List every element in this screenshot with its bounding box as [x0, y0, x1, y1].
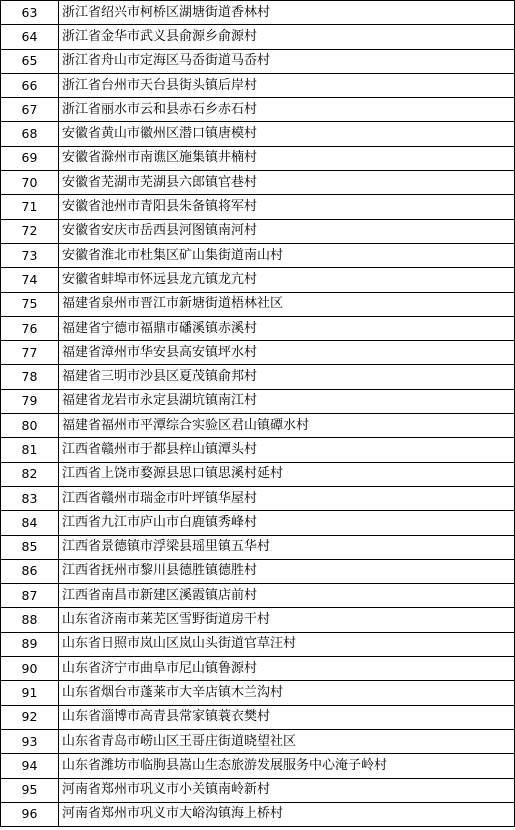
row-number-cell: 84 [1, 511, 59, 535]
row-number-cell: 80 [1, 414, 59, 438]
village-name-cell: 山东省潍坊市临朐县嵩山生态旅游发展服务中心淹子岭村 [59, 754, 515, 778]
village-name-cell: 江西省九江市庐山市白鹿镇秀峰村 [59, 511, 515, 535]
table-body [1, 1, 515, 827]
table-row [1, 122, 515, 146]
village-name-cell: 山东省淄博市高青县常家镇蓑衣樊村 [59, 705, 515, 729]
row-number-cell: 86 [1, 559, 59, 583]
table-row [1, 25, 515, 49]
village-name-cell: 河南省郑州市巩义市大峪沟镇海上桥村 [59, 802, 515, 826]
village-name-cell: 浙江省舟山市定海区马岙街道马岙村 [59, 49, 515, 73]
village-name-cell: 江西省赣州市瑞金市叶坪镇华屋村 [59, 486, 515, 510]
table-row [1, 292, 515, 316]
table-row [1, 511, 515, 535]
village-name-cell: 山东省济宁市曲阜市尼山镇鲁源村 [59, 657, 515, 681]
table-row [1, 268, 515, 292]
table-row [1, 535, 515, 559]
village-name-cell: 安徽省蚌埠市怀远县龙亢镇龙亢村 [59, 268, 515, 292]
table-row [1, 146, 515, 170]
village-name-cell: 福建省宁德市福鼎市磻溪镇赤溪村 [59, 316, 515, 340]
village-name-cell: 福建省龙岩市永定县湖坑镇南江村 [59, 389, 515, 413]
table-row [1, 559, 515, 583]
village-name-cell: 福建省福州市平潭综合实验区君山镇磹水村 [59, 414, 515, 438]
row-number-cell: 88 [1, 608, 59, 632]
table-row [1, 608, 515, 632]
table-row [1, 681, 515, 705]
row-number-cell: 64 [1, 25, 59, 49]
row-number-cell: 76 [1, 316, 59, 340]
village-name-cell: 山东省日照市岚山区岚山头街道官草汪村 [59, 632, 515, 656]
village-name-cell: 福建省三明市沙县区夏茂镇俞邦村 [59, 365, 515, 389]
table-row [1, 584, 515, 608]
village-name-cell: 安徽省安庆市岳西县河图镇南河村 [59, 219, 515, 243]
row-number-cell: 96 [1, 802, 59, 826]
village-name-cell: 福建省漳州市华安县高安镇坪水村 [59, 341, 515, 365]
village-name-cell: 江西省赣州市于都县梓山镇潭头村 [59, 438, 515, 462]
table-row [1, 438, 515, 462]
row-number-cell: 79 [1, 389, 59, 413]
table-row [1, 171, 515, 195]
village-name-cell: 浙江省绍兴市柯桥区湖塘街道香林村 [59, 1, 515, 25]
row-number-cell: 78 [1, 365, 59, 389]
table-row [1, 778, 515, 802]
table-row [1, 316, 515, 340]
village-name-cell: 河南省郑州市巩义市小关镇南岭新村 [59, 778, 515, 802]
row-number-cell: 70 [1, 171, 59, 195]
table-row [1, 414, 515, 438]
row-number-cell: 81 [1, 438, 59, 462]
row-number-cell: 87 [1, 584, 59, 608]
village-name-cell: 福建省泉州市晋江市新塘街道梧林社区 [59, 292, 515, 316]
table-row [1, 705, 515, 729]
row-number-cell: 93 [1, 729, 59, 753]
row-number-cell: 94 [1, 754, 59, 778]
row-number-cell: 95 [1, 778, 59, 802]
row-number-cell: 68 [1, 122, 59, 146]
row-number-cell: 83 [1, 486, 59, 510]
village-name-cell: 安徽省池州市青阳县朱备镇将军村 [59, 195, 515, 219]
table-row [1, 243, 515, 267]
row-number-cell: 73 [1, 243, 59, 267]
village-name-cell: 浙江省丽水市云和县赤石乡赤石村 [59, 98, 515, 122]
table-row [1, 49, 515, 73]
village-name-cell: 安徽省黄山市徽州区潜口镇唐模村 [59, 122, 515, 146]
table-row [1, 632, 515, 656]
row-number-cell: 92 [1, 705, 59, 729]
row-number-cell: 71 [1, 195, 59, 219]
row-number-cell: 82 [1, 462, 59, 486]
village-name-cell: 浙江省金华市武义县俞源乡俞源村 [59, 25, 515, 49]
table-row [1, 389, 515, 413]
row-number-cell: 91 [1, 681, 59, 705]
table-row [1, 195, 515, 219]
row-number-cell: 67 [1, 98, 59, 122]
row-number-cell: 74 [1, 268, 59, 292]
row-number-cell: 90 [1, 657, 59, 681]
row-number-cell: 77 [1, 341, 59, 365]
village-name-cell: 江西省上饶市婺源县思口镇思溪村延村 [59, 462, 515, 486]
row-number-cell: 63 [1, 1, 59, 25]
village-name-cell: 江西省抚州市黎川县德胜镇德胜村 [59, 559, 515, 583]
table-row [1, 462, 515, 486]
table-row [1, 341, 515, 365]
village-name-cell: 江西省景德镇市浮梁县瑶里镇五华村 [59, 535, 515, 559]
table-row [1, 219, 515, 243]
table-row [1, 729, 515, 753]
village-name-cell: 山东省济南市莱芜区雪野街道房干村 [59, 608, 515, 632]
row-number-cell: 69 [1, 146, 59, 170]
row-number-cell: 66 [1, 73, 59, 97]
row-number-cell: 65 [1, 49, 59, 73]
row-number-cell: 89 [1, 632, 59, 656]
table-row [1, 754, 515, 778]
table-row [1, 365, 515, 389]
village-name-cell: 山东省青岛市崂山区王哥庄街道晓望社区 [59, 729, 515, 753]
village-name-cell: 浙江省台州市天台县街头镇后岸村 [59, 73, 515, 97]
row-number-cell: 72 [1, 219, 59, 243]
table-row [1, 98, 515, 122]
row-number-cell: 75 [1, 292, 59, 316]
table-row [1, 1, 515, 25]
village-name-cell: 安徽省芜湖市芜湖县六郎镇官巷村 [59, 171, 515, 195]
table-row [1, 486, 515, 510]
table-row [1, 657, 515, 681]
village-name-cell: 江西省南昌市新建区溪霞镇店前村 [59, 584, 515, 608]
village-name-cell: 安徽省滁州市南谯区施集镇井楠村 [59, 146, 515, 170]
table-row [1, 802, 515, 826]
row-number-cell: 85 [1, 535, 59, 559]
village-name-cell: 安徽省淮北市杜集区矿山集街道南山村 [59, 243, 515, 267]
table-row [1, 73, 515, 97]
village-name-cell: 山东省烟台市蓬莱市大辛店镇木兰沟村 [59, 681, 515, 705]
